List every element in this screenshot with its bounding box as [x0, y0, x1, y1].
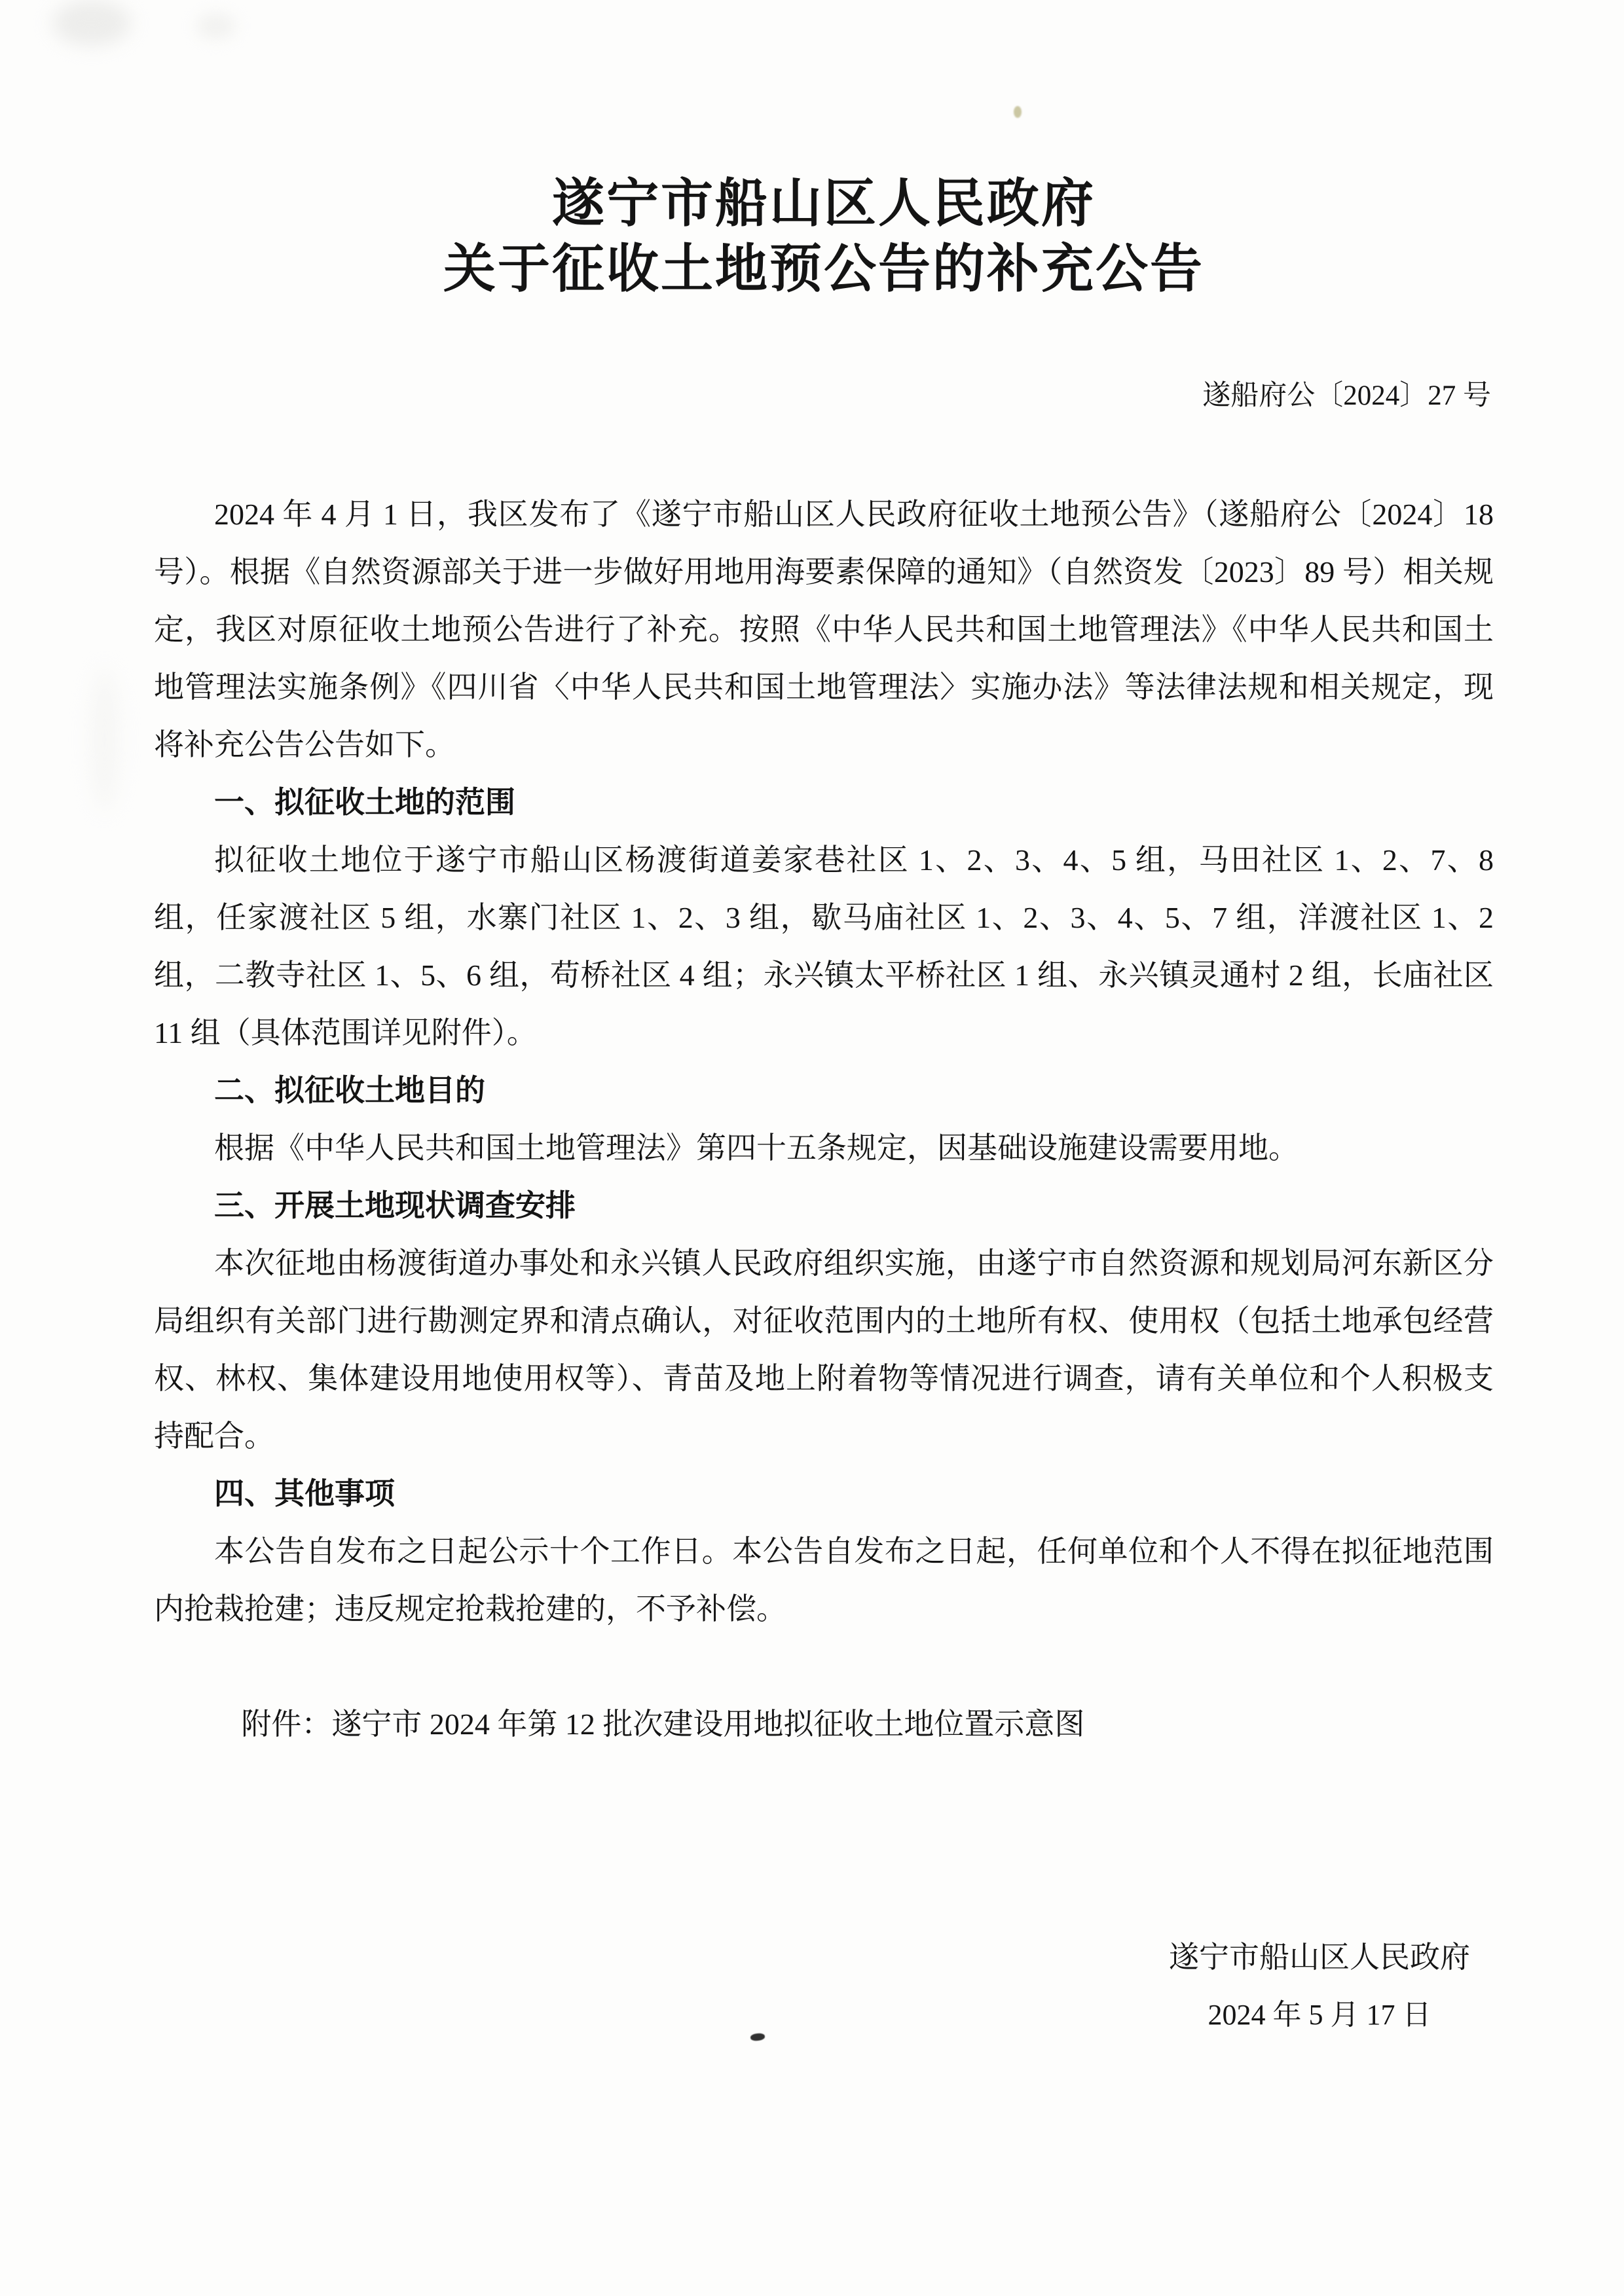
attachment-note: 附件：遂宁市 2024 年第 12 批次建设用地拟征收土地位置示意图 [241, 1707, 1085, 1741]
section-3-body: 本次征地由杨渡街道办事处和永兴镇人民政府组织实施，由遂宁市自然资源和规划局河东新区分局组织有关部门进行勘测定界和清点确认，对征收范围内的土地所有权、使用权（包括土地承包经营权、林权、集体建设用地使用权等）、青苗及地上附着物等情况进行调查，请有关单位和个人积极支持配合。 [154, 1247, 1494, 1453]
section-1-heading: 一、拟征收土地的范围 [214, 786, 515, 819]
title-line-1: 遂宁市船山区人民政府 [552, 175, 1096, 233]
scan-artifact-streak [52, 0, 131, 46]
signature-issuer: 遂宁市船山区人民政府 [1169, 1941, 1470, 1974]
section-3-heading: 三、开展土地现状调查安排 [214, 1189, 576, 1222]
section-4-body: 本公告自发布之日起公示十个工作日。本公告自发布之日起，任何单位和个人不得在拟征地范围内抢栽抢建；违反规定抢栽抢建的，不予补偿。 [154, 1535, 1494, 1626]
document-title [154, 0, 1494, 302]
section-1-body: 拟征收土地位于遂宁市船山区杨渡街道姜家巷社区 1、2、3、4、5 组，马田社区 1、2、7、8 组，任家渡社区 5 组，水寨门社区 1、2、3 组，歇马庙社区 1、2、3、4、5、7 组，洋渡社区 1、2 组，二教寺社区 1、5、6 组，苟桥社区 4 组；永兴镇太平桥社区 1 组、永兴镇灵通村 2 组，长庙社区 11 组（具体范围详见附件）。 [154, 843, 1494, 1049]
scan-artifact-streak [92, 668, 118, 812]
section-4-heading: 四、其他事项 [214, 1477, 395, 1510]
section-2-body: 根据《中华人民共和国土地管理法》第四十五条规定，因基础设施建设需要用地。 [214, 1131, 1299, 1165]
signature-inner [1169, 1929, 1494, 2044]
document-body [154, 486, 1494, 1753]
signature-date: 2024 年 5 月 17 日 [1208, 1999, 1431, 2031]
signature-block [154, 1929, 1494, 2044]
document-content [154, 0, 1494, 2044]
title-line-2: 关于征收土地预公告的补充公告 [443, 241, 1204, 299]
intro-paragraph: 2024 年 4 月 1 日，我区发布了《遂宁市船山区人民政府征收土地预公告》（遂船府公〔2024〕18 号）。根据《自然资源部关于进一步做好用地用海要素保障的通知》（自然资发〔2023〕89 号）相关规定，我区对原征收土地预公告进行了补充。按照《中华人民共和国土地管理法》《中华人民共和国土地管理法实施条例》《四川省〈中华人民共和国土地管理法〉实施办法》等法律法规和相关规定，现将补充公告公告如下。 [154, 498, 1494, 761]
document-number: 遂船府公〔2024〕27 号 [1202, 380, 1491, 411]
section-2-heading: 二、拟征收土地目的 [214, 1074, 485, 1107]
